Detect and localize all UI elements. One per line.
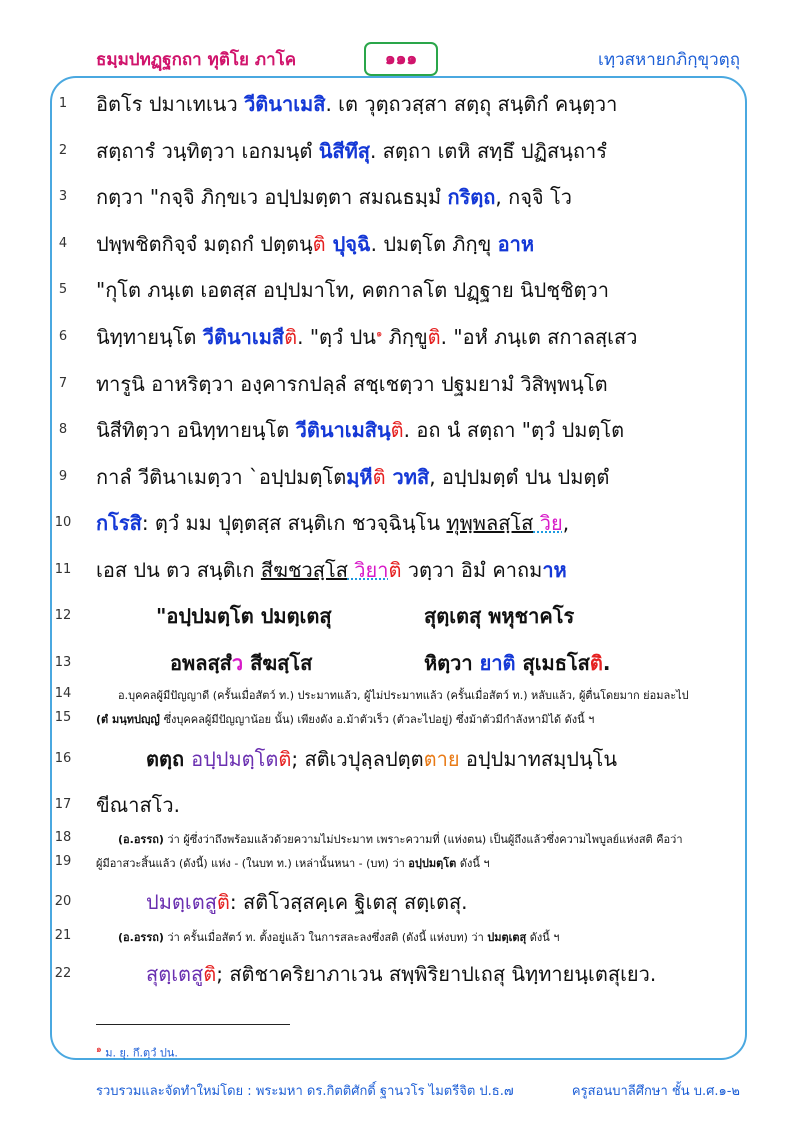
line-text: ปมตฺเตสูติ: สติโวสฺสคฺเค ฐิเตสุ สตฺเตสุ. (146, 890, 468, 914)
verse-half-2: สุตฺเตสุ พหุชาคโร (424, 604, 575, 628)
line-number: 15 (54, 710, 72, 725)
line-number: 10 (54, 515, 72, 530)
line-number: 4 (58, 236, 68, 251)
line-number: 21 (54, 928, 72, 943)
line-number: 7 (58, 376, 68, 391)
verse-half-1: "อปฺปมตฺโต ปมตฺเตสุ (156, 604, 332, 628)
translation-text: (ตํ มนฺทปญฺญํ ซึ่งบุคคลผู้มีปัญญาน้อย นั้น) เพียงดัง อ.ม้าตัวเร็ว (ตัวละไปอยู่) ซึ่งม้าตัวมีกำลังหามิได้ ดังนี้ ฯ (96, 713, 595, 726)
line-number: 18 (54, 830, 72, 845)
line-text: กตฺวา "กจฺจิ ภิกฺขเว อปฺปมตฺตา สมณธมฺมํ กริตฺถ, กจฺจิ โว (96, 185, 572, 209)
footer-credit: รวบรวมและจัดทำใหม่โดย : พระมหา ดร.กิตติศักดิ์ ฐานวโร ไมตรีจิต ป.ธ.๗ (96, 1084, 514, 1099)
line-number: 19 (54, 854, 72, 869)
line-text: กาลํ วีตินาเมตฺวา `อปฺปมตฺโตมฺหีติ วทสิ, อปฺปมตฺตํ ปน ปมตฺตํ (96, 465, 610, 489)
line-number: 16 (54, 751, 72, 766)
verse-half-1: อพลสฺสํว สีฆสฺโส (170, 651, 313, 675)
line-text: "กุโต ภนฺเต เอตสฺส อปฺปมาโท, คตกาลโต ปฏฺฐาย นิปชฺชิตฺวา (96, 278, 609, 302)
header-section: เทฺวสหายกภิกฺขุวตฺถุ (598, 50, 740, 70)
line-text: เอส ปน ตว สนฺติเก สีฆชวสฺโส วิยาติ วตฺวา อิมํ คาถมาห (96, 558, 567, 582)
footnote-mark: ๑ (96, 1045, 102, 1055)
line-text: ปพฺพชิตกิจฺจํ มตฺถกํ ปตฺตนฺติ ปุจฺฉิ. ปมตฺโต ภิกฺขุ อาห (96, 232, 535, 256)
footer-course: ครูสอนบาลีศึกษา ชั้น บ.ศ.๑-๒ (571, 1084, 740, 1099)
translation-text: อ.บุคคลผู้มีปัญญาดี (ครั้นเมื่อสัตว์ ท.) ประมาทแล้ว, ผู้ไม่ประมาทแล้ว (ครั้นเมื่อสัตว์ ท.) หลับแล้ว, ผู้ตื่นโดยมาก ย่อมละไป (118, 689, 689, 702)
line-number: 14 (54, 686, 72, 701)
line-text: อิตโร ปมาเทเนว วีตินาเมสิ. เต วุตฺถวสฺสา สตฺถุ สนฺติกํ คนฺตฺวา (96, 92, 618, 116)
line-number: 20 (54, 894, 72, 909)
line-number: 11 (54, 562, 72, 577)
translation-text: (อ.อรรถ) ว่า ครั้นเมื่อสัตว์ ท. ตั้งอยู่แล้ว ในการสละลงซึ่งสติ (ดังนี้ แห่งบท) ว่า ปมตฺเตสุ ดังนี้ ฯ (118, 931, 560, 944)
line-number: 17 (54, 797, 72, 812)
line-number: 6 (58, 329, 68, 344)
line-number: 22 (54, 966, 72, 981)
line-number: 8 (58, 422, 68, 437)
footnote-rule (96, 1024, 290, 1025)
translation-text: (อ.อรรถ) ว่า ผู้ซึ่งว่าถึงพร้อมแล้วด้วยความไม่ประมาท เพราะความที่ (แห่งตน) เป็นผู้ถึงแล้วซึ่งความไพบูลย์แห่งสติ คือว่า (118, 833, 683, 846)
footnote-text: ม. ยุ. กึ.ตฺวํ ปน. (101, 1046, 178, 1060)
line-text: ทารูนิ อาหริตฺวา องฺคารกปลฺลํ สชฺเชตฺวา ปฐมยามํ วิสิพฺพนฺโต (96, 372, 608, 396)
line-number: 2 (58, 143, 68, 158)
line-text: ตตฺถ อปฺปมตฺโตติ; สติเวปุลฺลปตฺตตาย อปฺปมาทสมฺปนฺโน (146, 747, 618, 771)
line-number: 1 (58, 96, 68, 111)
line-number: 9 (58, 469, 68, 484)
line-text: นิสีทิตฺวา อนิทฺทายนฺโต วีตินาเมสินฺติ. อถ นํ สตฺถา "ตฺวํ ปมตฺโต (96, 418, 625, 442)
line-number: 3 (58, 189, 68, 204)
footnote-marker: ๑ (375, 328, 383, 340)
header-title: ธมฺมปทฏฺฐกถา ทุติโย ภาโค (96, 50, 297, 70)
line-number: 13 (54, 655, 72, 670)
verse-half-2: หิตฺวา ยาติ สุเมธโสติ. (424, 651, 611, 675)
footnote (96, 1042, 178, 1062)
line-text: สตฺถารํ วนฺทิตฺวา เอกมนฺตํ นิสีทึสุ. สตฺถา เตหิ สทฺธึ ปฏิสนฺถารํ (96, 139, 607, 163)
line-number: 12 (54, 608, 72, 623)
translation-text: ผู้มีอาสวะสิ้นแล้ว (ดังนี้) แห่ง - (ในบท ท.) เหล่านั้นหนา - (บท) ว่า อปฺปมตฺโต ดังนี้ ฯ (96, 857, 490, 870)
line-text: นิทฺทายนฺโต วีตินาเมสีติ. "ตฺวํ ปน$^๑$ ภิกฺขูติ. "อหํ ภนฺเต สกาลสฺเสว (96, 325, 638, 349)
line-text: ขีณาสโว. (96, 793, 180, 817)
page-number: ๑๑๑ (364, 42, 438, 76)
line-text: สุตฺเตสูติ; สติชาคริยาภาเวน สพฺพิริยาปเถสุ นิทฺทายนฺเตสุเยว. (146, 962, 657, 986)
line-text: กโรสิ: ตฺวํ มม ปุตฺตสฺส สนฺติเก ชวจฺฉินฺโน ทุพฺพลสฺโส วิย, (96, 511, 570, 535)
line-number: 5 (58, 282, 68, 297)
